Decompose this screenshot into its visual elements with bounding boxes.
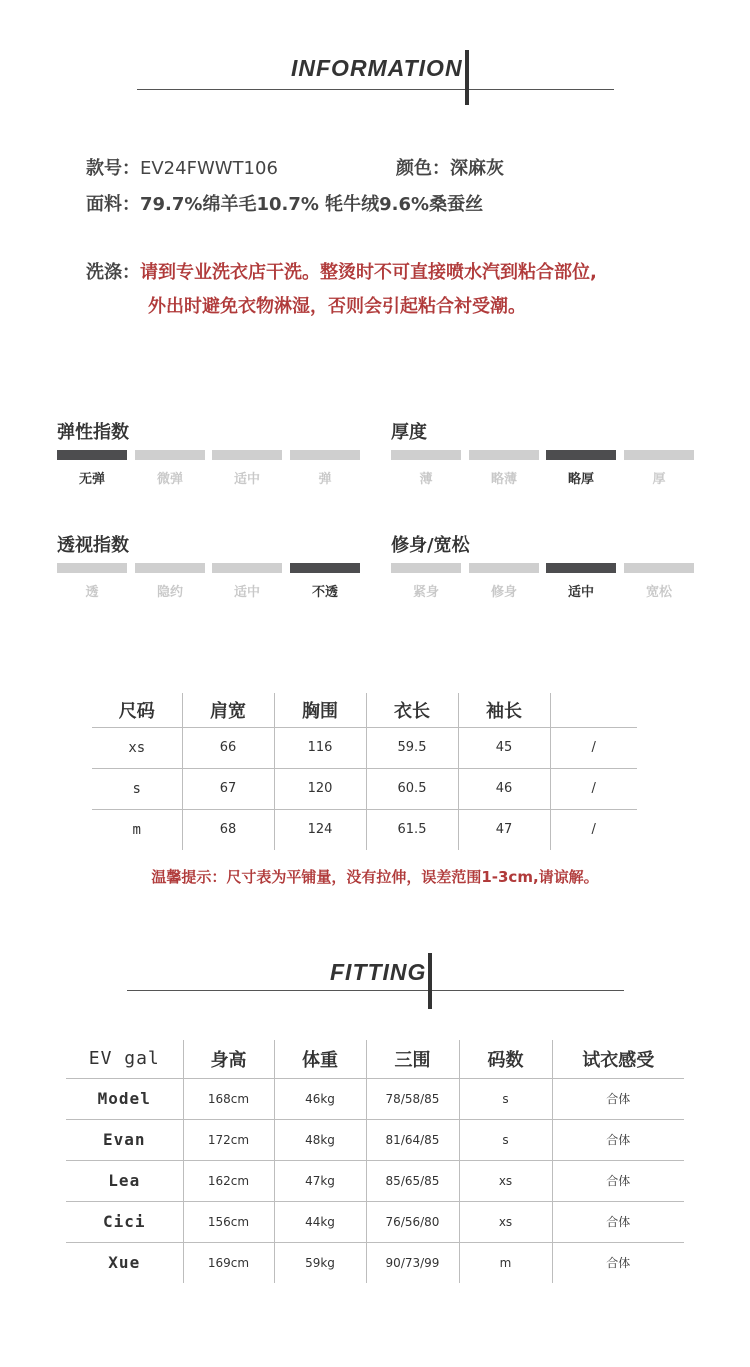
meter-segment bbox=[391, 450, 461, 460]
meter-option: 微弹 bbox=[156, 472, 183, 487]
table-row bbox=[92, 727, 637, 768]
meter-segment bbox=[212, 450, 282, 460]
size-header-cell: 肩宽 bbox=[182, 693, 274, 727]
meter-segment bbox=[290, 563, 360, 573]
size-cell: 66 bbox=[182, 727, 274, 768]
meter-title: 弹性指数 bbox=[57, 422, 129, 443]
meter-option: 无弹 bbox=[78, 472, 105, 487]
meter-option: 略薄 bbox=[490, 472, 517, 487]
size-cell: 124 bbox=[274, 809, 366, 850]
meter-option: 厚 bbox=[652, 472, 666, 487]
information-rule bbox=[137, 89, 614, 90]
meter-title: 厚度 bbox=[391, 422, 427, 443]
fitting-title-bar bbox=[428, 953, 432, 1009]
fitting-cell: Evan bbox=[66, 1119, 183, 1160]
meter-segment bbox=[469, 563, 539, 573]
meter-option: 不透 bbox=[311, 585, 338, 600]
meter-segments bbox=[391, 450, 696, 460]
size-cell: 61.5 bbox=[366, 809, 458, 850]
fitting-header-cell: EV gal bbox=[88, 1048, 160, 1070]
wash-line bbox=[86, 258, 597, 284]
table-row bbox=[66, 1201, 684, 1242]
fitting-cell: 59kg bbox=[274, 1242, 366, 1283]
size-cell: s bbox=[92, 768, 182, 809]
fitting-cell: Model bbox=[66, 1078, 183, 1119]
fit-meter bbox=[391, 531, 696, 600]
table-row bbox=[66, 1160, 684, 1201]
fitting-cell: 合体 bbox=[552, 1160, 684, 1201]
fitting-cell: 47kg bbox=[274, 1160, 366, 1201]
table-row bbox=[66, 1242, 684, 1283]
color-line bbox=[396, 154, 504, 180]
size-cell: 68 bbox=[182, 809, 274, 850]
fitting-cell: s bbox=[459, 1078, 552, 1119]
style-number-value: EV24FWWT106 bbox=[140, 158, 278, 179]
fitting-table bbox=[66, 1040, 684, 1283]
wash-label: 洗涤： bbox=[86, 262, 140, 283]
meter-segment bbox=[624, 450, 694, 460]
size-header-cell: 袖长 bbox=[458, 693, 550, 727]
fitting-cell: 90/73/99 bbox=[366, 1242, 459, 1283]
size-cell: / bbox=[550, 727, 637, 768]
transparency-meter bbox=[57, 531, 362, 600]
fitting-cell: 44kg bbox=[274, 1201, 366, 1242]
meter-segment bbox=[546, 450, 616, 460]
meter-segment bbox=[546, 563, 616, 573]
fitting-cell: 156cm bbox=[183, 1201, 274, 1242]
meter-option: 适中 bbox=[567, 585, 594, 600]
meter-segments bbox=[57, 563, 362, 573]
fitting-cell: 76/56/80 bbox=[366, 1201, 459, 1242]
fitting-cell: 168cm bbox=[183, 1078, 274, 1119]
meter-segments bbox=[57, 450, 362, 460]
elasticity-meter bbox=[57, 418, 362, 487]
size-cell: m bbox=[92, 809, 182, 850]
fitting-cell: 合体 bbox=[552, 1078, 684, 1119]
table-row bbox=[92, 768, 637, 809]
fitting-cell: 合体 bbox=[552, 1119, 684, 1160]
fitting-table-header bbox=[66, 1040, 684, 1078]
fitting-cell: xs bbox=[459, 1160, 552, 1201]
fitting-cell: 85/65/85 bbox=[366, 1160, 459, 1201]
meter-segment bbox=[57, 563, 127, 573]
style-number-label: 款号： bbox=[86, 158, 140, 179]
meter-option: 薄 bbox=[419, 472, 433, 487]
size-header-cell: 尺码 bbox=[118, 700, 155, 722]
table-row bbox=[66, 1119, 684, 1160]
color-value: 深麻灰 bbox=[450, 158, 504, 179]
fitting-cell: Lea bbox=[66, 1160, 183, 1201]
table-row bbox=[92, 809, 637, 850]
meter-title: 修身/宽松 bbox=[391, 535, 470, 556]
fitting-cell: 172cm bbox=[183, 1119, 274, 1160]
size-cell: 59.5 bbox=[366, 727, 458, 768]
size-table-header bbox=[92, 693, 637, 727]
size-cell: 116 bbox=[274, 727, 366, 768]
meter-option: 弹 bbox=[318, 472, 332, 487]
size-header-cell: 衣长 bbox=[366, 693, 458, 727]
wash-text-line-2: 外出时避免衣物淋湿，否则会引起粘合衬受潮。 bbox=[148, 296, 526, 317]
meter-segments bbox=[391, 563, 696, 573]
fitting-title: FITTING bbox=[330, 959, 427, 985]
fitting-cell: xs bbox=[459, 1201, 552, 1242]
color-label: 颜色： bbox=[396, 158, 450, 179]
size-cell: 60.5 bbox=[366, 768, 458, 809]
size-table bbox=[92, 693, 637, 850]
fitting-cell: 162cm bbox=[183, 1160, 274, 1201]
meter-option: 透 bbox=[85, 585, 99, 600]
fitting-cell: s bbox=[459, 1119, 552, 1160]
wash-text-line-1: 请到专业洗衣店干洗。整烫时不可直接喷水汽到粘合部位, bbox=[140, 262, 597, 283]
information-title-bar bbox=[465, 50, 469, 105]
meter-segment bbox=[391, 563, 461, 573]
size-cell: 45 bbox=[458, 727, 550, 768]
meter-segment bbox=[290, 450, 360, 460]
fabric-line bbox=[86, 190, 483, 216]
meter-segment bbox=[469, 450, 539, 460]
fabric-label: 面料： bbox=[86, 194, 140, 215]
size-cell: 47 bbox=[458, 809, 550, 850]
wash-line-2 bbox=[148, 292, 526, 318]
size-cell: xs bbox=[92, 727, 182, 768]
meter-segment bbox=[624, 563, 694, 573]
size-cell: / bbox=[550, 768, 637, 809]
fabric-value: 79.7%绵羊毛10.7% 牦牛绒9.6%桑蚕丝 bbox=[140, 194, 484, 215]
size-cell: 46 bbox=[458, 768, 550, 809]
meter-option: 紧身 bbox=[412, 585, 439, 600]
meter-option: 略厚 bbox=[567, 472, 594, 487]
fitting-header-cell: 码数 bbox=[459, 1040, 552, 1078]
meter-option: 隐约 bbox=[156, 585, 183, 600]
size-header-cell: 胸围 bbox=[274, 693, 366, 727]
size-header-cell bbox=[550, 693, 637, 727]
fitting-cell: 46kg bbox=[274, 1078, 366, 1119]
fitting-header-cell: 体重 bbox=[274, 1040, 366, 1078]
fitting-cell: Xue bbox=[66, 1242, 183, 1283]
table-row bbox=[66, 1078, 684, 1119]
meter-option: 适中 bbox=[233, 585, 260, 600]
fitting-cell: 合体 bbox=[552, 1242, 684, 1283]
fitting-cell: m bbox=[459, 1242, 552, 1283]
size-note: 温馨提示：尺寸表为平铺量，没有拉伸，误差范围1-3cm,请谅解。 bbox=[151, 868, 599, 886]
size-cell: / bbox=[550, 809, 637, 850]
size-cell: 120 bbox=[274, 768, 366, 809]
fitting-header-cell: 身高 bbox=[183, 1040, 274, 1078]
fitting-cell: 169cm bbox=[183, 1242, 274, 1283]
meter-title: 透视指数 bbox=[57, 535, 129, 556]
meter-option: 适中 bbox=[233, 472, 260, 487]
meter-option: 宽松 bbox=[645, 585, 672, 600]
meter-segment bbox=[135, 450, 205, 460]
information-title: INFORMATION bbox=[291, 55, 463, 81]
meter-segment bbox=[212, 563, 282, 573]
fitting-cell: 合体 bbox=[552, 1201, 684, 1242]
meter-option: 修身 bbox=[490, 585, 517, 600]
size-cell: 67 bbox=[182, 768, 274, 809]
fitting-header-cell: 三围 bbox=[366, 1040, 459, 1078]
fitting-cell: Cici bbox=[66, 1201, 183, 1242]
fitting-cell: 48kg bbox=[274, 1119, 366, 1160]
fitting-cell: 78/58/85 bbox=[366, 1078, 459, 1119]
style-number-line bbox=[86, 154, 278, 180]
meter-segment bbox=[57, 450, 127, 460]
thickness-meter bbox=[391, 418, 696, 487]
fitting-cell: 81/64/85 bbox=[366, 1119, 459, 1160]
fitting-header-cell: 试衣感受 bbox=[552, 1040, 684, 1078]
meter-segment bbox=[135, 563, 205, 573]
fitting-rule bbox=[127, 990, 624, 991]
